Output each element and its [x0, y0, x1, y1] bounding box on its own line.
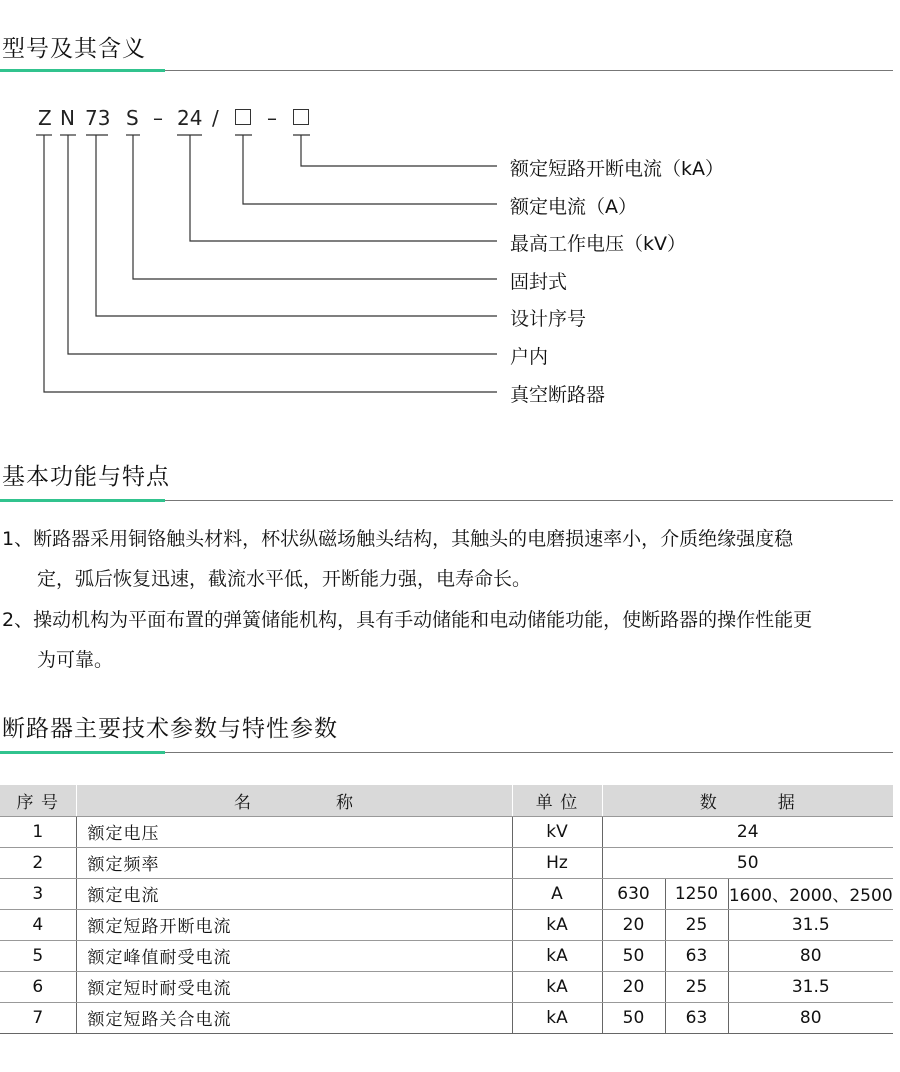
- cell-unit: kV: [512, 816, 602, 847]
- leader-sealed: [133, 135, 497, 279]
- cell-name: 额定短路开断电流: [76, 909, 512, 940]
- table-row: [0, 909, 893, 940]
- code-char-slash: /: [212, 106, 219, 130]
- cell-seq: 2: [0, 847, 76, 878]
- table-row: [0, 847, 893, 878]
- feature-text-line1: 断路器采用铜铬触头材料，杯状纵磁场触头结构，其触头的电磨损速率小，介质绝缘强度稳: [33, 528, 794, 550]
- cell-name: 额定电压: [76, 816, 512, 847]
- cell-value-1: 630: [602, 878, 665, 909]
- cell-seq: 3: [0, 878, 76, 909]
- legend-rated-current: 额定电流（A）: [510, 196, 637, 218]
- cell-value-2: 25: [665, 971, 728, 1002]
- cell-value-1: 50: [602, 940, 665, 971]
- cell-seq: 4: [0, 909, 76, 940]
- cell-value-3: 1600、2000、2500: [728, 878, 893, 909]
- code-char-dash: –: [153, 106, 163, 130]
- table-header-row: [0, 785, 893, 816]
- feature-number: 1、: [2, 528, 34, 550]
- feature-item-2: [2, 600, 898, 680]
- code-char-z: Z: [38, 106, 52, 130]
- cell-value: 24: [602, 816, 893, 847]
- section-title-features: 基本功能与特点: [2, 464, 170, 490]
- section-divider: [0, 752, 893, 753]
- legend-breaking-current: 额定短路开断电流（kA）: [510, 158, 725, 180]
- leader-design-no: [96, 135, 497, 316]
- section-title-model: 型号及其含义: [2, 36, 146, 62]
- code-char-24: 24: [177, 106, 203, 130]
- cell-unit: kA: [512, 909, 602, 940]
- header-name: 名 称: [76, 785, 512, 816]
- cell-value-1: 20: [602, 971, 665, 1002]
- header-unit: 单 位: [512, 785, 602, 816]
- spec-table: [0, 785, 893, 1034]
- cell-value-2: 1250: [665, 878, 728, 909]
- feature-item-1: [2, 519, 898, 599]
- cell-unit: kA: [512, 971, 602, 1002]
- cell-value-3: 80: [728, 940, 893, 971]
- cell-seq: 1: [0, 816, 76, 847]
- table-row: [0, 940, 893, 971]
- header-seq: 序 号: [0, 785, 76, 816]
- cell-name: 额定短路关合电流: [76, 1002, 512, 1033]
- legend-indoor: 户内: [510, 346, 549, 368]
- cell-name: 额定电流: [76, 878, 512, 909]
- code-char-n: N: [60, 106, 75, 130]
- cell-unit: A: [512, 878, 602, 909]
- table-row: [0, 878, 893, 909]
- cell-seq: 6: [0, 971, 76, 1002]
- legend-sealed-type: 固封式: [510, 271, 568, 293]
- cell-value-1: 20: [602, 909, 665, 940]
- table-row: [0, 816, 893, 847]
- legend-max-voltage: 最高工作电压（kV）: [510, 233, 687, 255]
- cell-seq: 5: [0, 940, 76, 971]
- table-row: [0, 1002, 893, 1033]
- legend-design-number: 设计序号: [510, 308, 587, 330]
- cell-unit: Hz: [512, 847, 602, 878]
- cell-value-2: 63: [665, 940, 728, 971]
- section-accent: [0, 751, 165, 754]
- cell-value-2: 63: [665, 1002, 728, 1033]
- cell-name: 额定峰值耐受电流: [76, 940, 512, 971]
- section-divider: [0, 500, 893, 501]
- feature-text-line2: 定，弧后恢复迅速，截流水平低，开断能力强，电寿命长。: [37, 568, 532, 590]
- cell-seq: 7: [0, 1002, 76, 1033]
- cell-name: 额定短时耐受电流: [76, 971, 512, 1002]
- feature-number: 2、: [2, 609, 34, 631]
- cell-value-3: 31.5: [728, 909, 893, 940]
- cell-unit: kA: [512, 940, 602, 971]
- code-char-s: S: [126, 106, 139, 130]
- feature-text-line1: 操动机构为平面布置的弹簧储能机构，具有手动储能和电动储能功能，使断路器的操作性能更: [33, 609, 813, 631]
- table-row: [0, 971, 893, 1002]
- cell-name: 额定频率: [76, 847, 512, 878]
- leader-breaking-current: [301, 135, 497, 166]
- cell-value-3: 80: [728, 1002, 893, 1033]
- cell-value: 50: [602, 847, 893, 878]
- cell-value-3: 31.5: [728, 971, 893, 1002]
- code-char-dash-2: –: [267, 106, 277, 130]
- feature-text-line2: 为可靠。: [37, 649, 114, 671]
- leader-max-voltage: [190, 135, 497, 241]
- legend-vacuum-breaker: 真空断路器: [510, 384, 606, 406]
- section-accent: [0, 499, 165, 502]
- header-data: 数 据: [602, 785, 893, 816]
- model-code-diagram: [0, 0, 900, 420]
- leader-rated-current: [243, 135, 497, 204]
- section-title-params: 断路器主要技术参数与特性参数: [2, 716, 338, 742]
- cell-value-1: 50: [602, 1002, 665, 1033]
- cell-value-2: 25: [665, 909, 728, 940]
- cell-unit: kA: [512, 1002, 602, 1033]
- code-char-73: 73: [85, 106, 111, 130]
- leader-indoor: [68, 135, 497, 354]
